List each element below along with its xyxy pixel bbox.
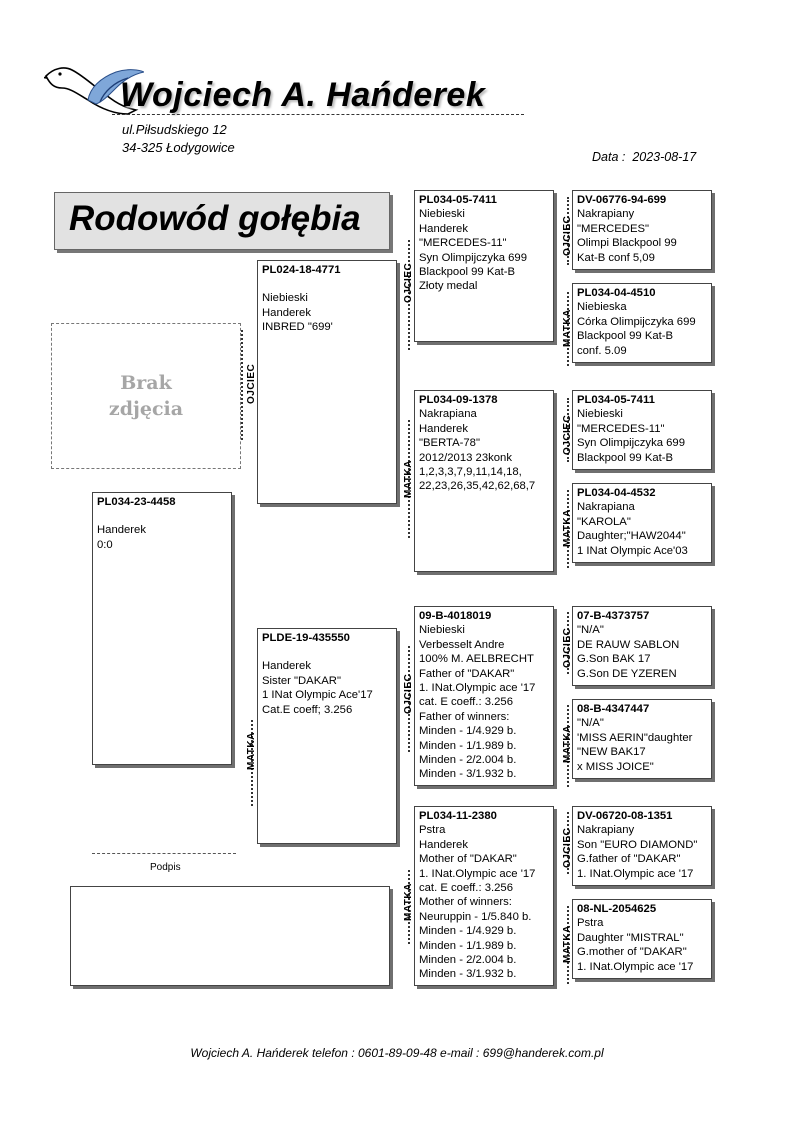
address-city: 34-325 Łodygowice [122,140,235,155]
info-line: Nakrapiany [577,208,635,221]
brand-name: Wojciech A. Hańderek [120,76,486,114]
label-mff: OJCIEC [562,627,573,668]
info-line: 2012/2013 23konk [419,451,512,464]
date-value: 2023-08-17 [632,150,697,164]
ggp-fmf-card [572,390,712,470]
info-line: Blackpool 99 Kat-B [419,266,516,279]
info-line: Niebieski [419,208,465,221]
info-line: G.mother of "DAKAR" [577,946,687,959]
info-line: Daughter;"HAW2044" [577,530,686,543]
address-street: ul.Piłsudskiego 12 [122,122,227,137]
brand-underline [112,114,524,115]
info-line: conf. 5.09 [577,344,627,357]
signature-line [92,853,236,854]
spacer [262,277,392,291]
pedigree-title: Rodowód gołębia [69,199,361,238]
info-line: Handerek [262,660,311,673]
info-line: Nakrapiany [577,824,635,837]
ggp-mff-card [572,606,712,686]
info-line: Father of winners: [419,710,510,723]
info-line: Handerek [419,222,468,235]
info-line: Handerek [97,524,146,537]
info-line: x MISS JOICE" [577,760,654,773]
ring-number: PLDE-19-435550 [262,632,350,644]
info-line: Handerek [419,422,468,435]
ring-number: PL034-05-7411 [419,194,497,206]
ggp-mmm-card [572,899,712,979]
pedigree-title-box [54,192,390,250]
label-mf: OJCIEC [403,673,414,714]
info-line: Nakrapiana [577,501,635,514]
date-line [592,150,696,164]
ggp-mfm-card [572,699,712,779]
info-line: 0:0 [97,538,113,551]
footer-contact: Wojciech A. Hańderek telefon : 0601-89-09-48 e-mail : 699@handerek.com.pl [190,1046,604,1060]
info-line: Minden - 2/2.004 b. [419,754,517,767]
info-line: Syn Olimpijczyka 699 [577,437,685,450]
label-mother: MATKA [246,732,257,770]
info-line: Niebieski [262,292,308,305]
info-line: 'MISS AERIN"daughter [577,731,693,744]
info-line: cat. E coeff.: 3.256 [419,882,513,895]
ring-number: PL034-04-4532 [577,487,656,499]
info-line: 1 INat Olympic Ace'03 [577,544,688,557]
ggp-fmm-card [572,483,712,563]
info-line: G.father of "DAKAR" [577,853,681,866]
info-line: Syn Olimpijczyka 699 [419,251,527,264]
label-mmf: OJCIEC [562,827,573,868]
info-line: "BERTA-78" [419,437,480,450]
connector-father [241,330,243,440]
info-line: Złoty medal [419,280,478,293]
info-line: Blackpool 99 Kat-B [577,451,674,464]
info-line: Minden - 3/1.932 b. [419,768,517,781]
info-line: Sister "DAKAR" [262,674,341,687]
label-fmm: MATKA [562,509,573,547]
spacer [97,509,227,523]
ring-number: DV-06776-94-699 [577,194,667,206]
info-line: Cat.E coeff; 3.256 [262,703,353,716]
info-line: Blackpool 99 Kat-B [577,330,674,343]
label-father: OJCIEC [246,363,257,404]
info-line: 1. INat.Olympic ace '17 [419,682,536,695]
photo-placeholder-line1: Brak [120,372,172,394]
info-line: 1 INat Olympic Ace'17 [262,689,373,702]
info-line: Minden - 1/4.929 b. [419,725,517,738]
info-line: 1. INat.Olympic ace '17 [419,867,536,880]
info-line: "MERCEDES-11" [419,237,507,250]
info-line: Mother of "DAKAR" [419,853,517,866]
info-line: Niebieska [577,301,627,314]
maternal-grandmother-card [414,806,554,986]
label-ff: OJCIEC [403,262,414,303]
info-line: 1,2,3,3,7,9,11,14,18, [419,466,522,479]
label-fff: OJCIEC [562,215,573,256]
maternal-grandfather-card [414,606,554,786]
info-line: cat. E coeff.: 3.256 [419,696,513,709]
ring-number: 08-B-4347447 [577,703,650,715]
mother-card [257,628,397,844]
photo-placeholder [51,323,241,469]
info-line: Daughter "MISTRAL" [577,931,684,944]
info-line: Handerek [419,838,468,851]
signature-label: Podpis [150,862,181,873]
info-line: 100% M. AELBRECHT [419,653,534,666]
info-line: Father of "DAKAR" [419,667,515,680]
info-line: Olimpi Blackpool 99 [577,237,677,250]
spacer [262,645,392,659]
ring-number: 09-B-4018019 [419,610,492,622]
info-line: "N/A" [577,624,604,637]
ggp-ffm-card [572,283,712,363]
paternal-grandmother-card [414,390,554,572]
ring-number: PL034-23-4458 [97,496,176,508]
info-line: INBRED "699' [262,321,333,334]
info-line: Minden - 3/1.932 b. [419,968,517,981]
info-line: "MERCEDES" [577,222,650,235]
label-mmm: MATKA [562,925,573,963]
ring-number: PL034-04-4510 [577,287,656,299]
info-line: "KAROLA" [577,515,631,528]
info-line: Niebieski [419,624,465,637]
info-line: Neuruppin - 1/5.840 b. [419,910,532,923]
info-line: "MERCEDES-11" [577,422,665,435]
date-label: Data : [592,150,626,164]
ring-number: PL024-18-4771 [262,264,341,276]
label-ffm: MATKA [562,309,573,347]
ring-number: DV-06720-08-1351 [577,810,673,822]
subject-card [92,492,232,765]
label-fmf: OJCIEC [562,414,573,455]
info-line: Niebieski [577,408,623,421]
info-line: DE RAUW SABLON [577,638,680,651]
signature-box[interactable] [70,886,390,986]
father-card [257,260,397,504]
ring-number: PL034-09-1378 [419,394,498,406]
info-line: 1. INat.Olympic ace '17 [577,867,694,880]
info-line: Minden - 1/1.989 b. [419,939,517,952]
info-line: G.Son DE YZEREN [577,667,677,680]
info-line: Son "EURO DIAMOND" [577,838,698,851]
info-line: "N/A" [577,717,604,730]
info-line: Kat-B conf 5,09 [577,251,655,264]
info-line: Mother of winners: [419,896,512,909]
info-line: Minden - 1/4.929 b. [419,925,517,938]
label-mfm: MATKA [562,725,573,763]
info-line: G.Son BAK 17 [577,653,651,666]
ggp-fff-card [572,190,712,270]
info-line: Verbesselt Andre [419,638,505,651]
info-line: Córka Olimpijczyka 699 [577,315,696,328]
info-line: Handerek [262,306,311,319]
info-line: Nakrapiana [419,408,477,421]
photo-placeholder-line2: zdjęcia [108,398,184,420]
ggp-mmf-card [572,806,712,886]
info-line: 1. INat.Olympic ace '17 [577,960,694,973]
info-line: Pstra [419,824,446,837]
ring-number: 08-NL-2054625 [577,903,657,915]
label-mm: MATKA [403,883,414,921]
paternal-grandfather-card [414,190,554,342]
info-line: "NEW BAK17 [577,746,646,759]
info-line: Minden - 1/1.989 b. [419,739,517,752]
ring-number: 07-B-4373757 [577,610,650,622]
info-line: Minden - 2/2.004 b. [419,954,517,967]
ring-number: PL034-11-2380 [419,810,497,822]
info-line: 22,23,26,35,42,62,68,7 [419,480,536,493]
ring-number: PL034-05-7411 [577,394,655,406]
info-line: Pstra [577,917,604,930]
label-fm: MATKA [403,460,414,498]
